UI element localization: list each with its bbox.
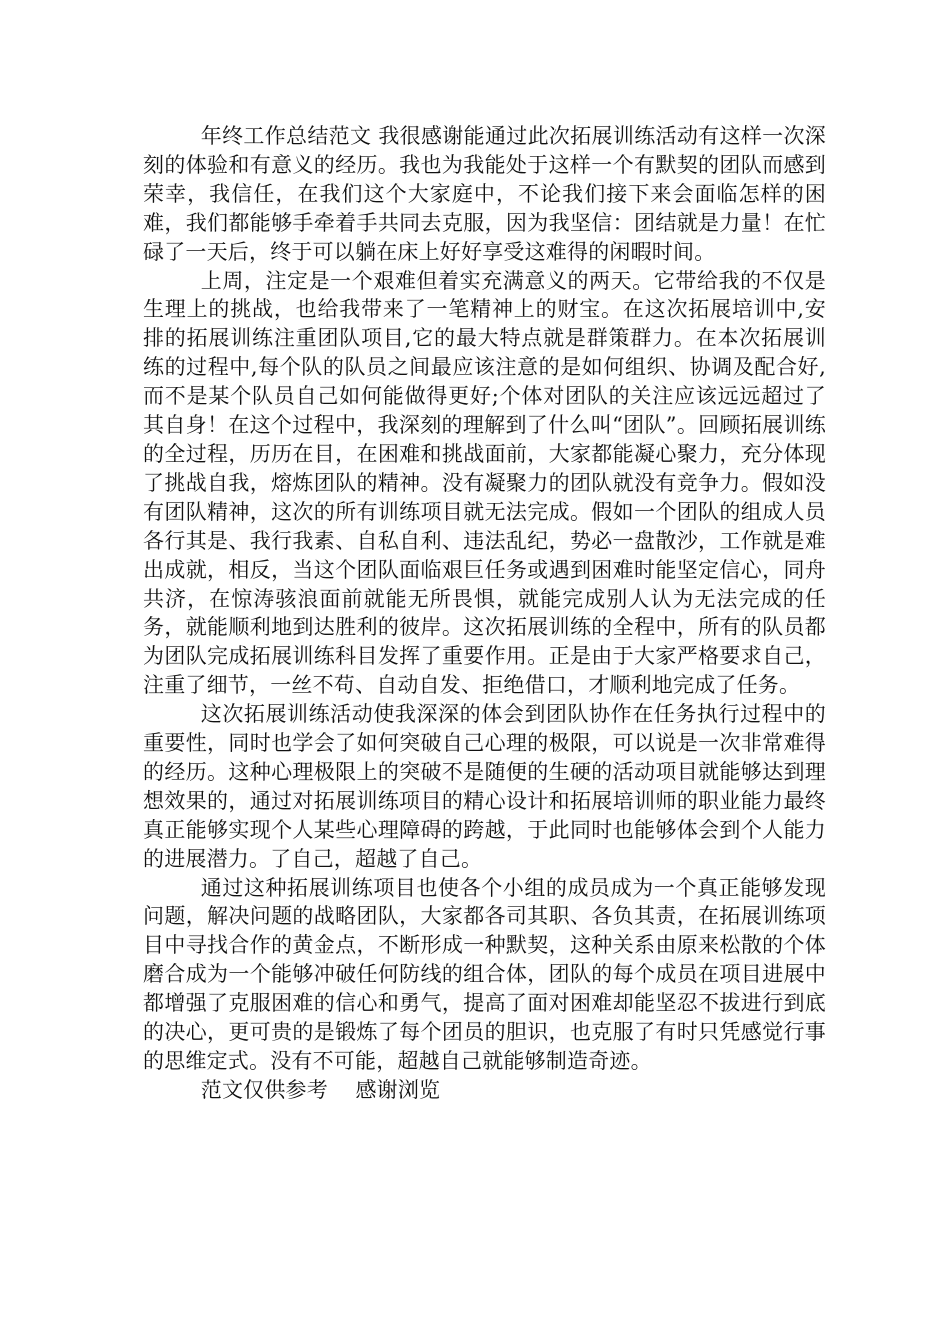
document-body	[143, 122, 826, 1105]
paragraph-4: 通过这种拓展训练项目也使各个小组的成员成为一个真正能够发现问题，解决问题的战略团队，大家都各司其职、各负其责，在拓展训练项目中寻找合作的黄金点，不断形成一种默契，这种关系由原来松散的个体磨合成为一个能够冲破任何防线的组合体，团队的每个成员在项目进展中都增强了克服困难的信心和勇气，提高了面对困难却能坚忍不拔进行到底的决心，更可贵的是锻炼了每个团员的胆识，也克服了有时只凭感觉行事的思维定式。没有不可能，超越自己就能够制造奇迹。	[143, 875, 826, 1073]
paragraph-3: 这次拓展训练活动使我深深的体会到团队协作在任务执行过程中的重要性，同时也学会了如何突破自己心理的极限，可以说是一次非常难得的经历。这种心理极限上的突破不是随便的生硬的活动项目就能够达到理想效果的，通过对拓展训练项目的精心设计和拓展培训师的职业能力最终真正能够实现个人某些心理障碍的跨越，于此同时也能够体会到个人能力的进展潜力。了自己，超越了自己。	[143, 702, 826, 871]
paragraph-2: 上周，注定是一个艰难但着实充满意义的两天。它带给我的不仅是生理上的挑战，也给我带来了一笔精神上的财宝。在这次拓展培训中,安排的拓展训练注重团队项目,它的最大特点就是群策群力。在本次拓展训练的过程中,每个队的队员之间最应该注意的是如何组织、协调及配合好,而不是某个队员自己如何能做得更好;个体对团队的关注应该远远超过了其自身！在这个过程中，我深刻的理解到了什么叫“团队”。回顾拓展训练的全过程，历历在目，在困难和挑战面前，大家都能凝心聚力，充分体现了挑战自我，熔炼团队的精神。没有凝聚力的团队就没有竞争力。假如没有团队精神，这次的所有训练项目就无法完成。假如一个团队的组成人员各行其是、我行我素、自私自利、违法乱纪，势必一盘散沙，工作就是难出成就，相反，当这个团队面临艰巨任务或遇到困难时能坚定信心，同舟共济，在惊涛骇浪面前就能无所畏惧，就能完成别人认为无法完成的任务，就能顺利地到达胜利的彼岸。这次拓展训练的全程中，所有的队员都为团队完成拓展训练科目发挥了重要作用。正是由于大家严格要求自己，注重了细节，一丝不苟、自动自发、拒绝借口，才顺利地完成了任务。	[143, 268, 826, 698]
footer-note: 范文仅供参考 感谢浏览	[200, 1077, 441, 1102]
paragraph-1: 年终工作总结范文 我很感谢能通过此次拓展训练活动有这样一次深刻的体验和有意义的经历。我也为我能处于这样一个有默契的团队而感到荣幸，我信任，在我们这个大家庭中，不论我们接下来会面临怎样的困难，我们都能够手牵着手共同去克服，因为我坚信：团结就是力量！在忙碌了一天后，终于可以躺在床上好好享受这难得的闲暇时间。	[143, 124, 826, 264]
